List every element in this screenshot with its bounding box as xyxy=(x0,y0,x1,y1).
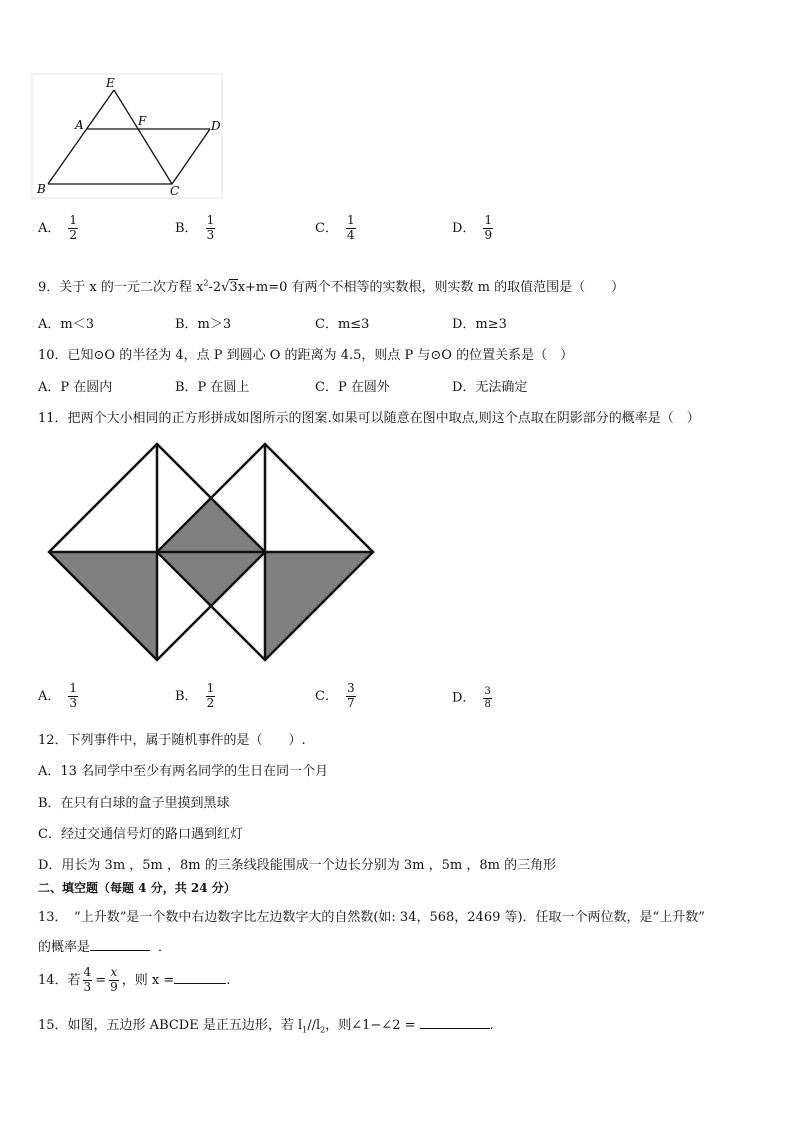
q10-option-d[interactable]: D．无法确定 xyxy=(452,380,528,395)
question-14: 14．若 $\frac{4}{3}$ = $\frac{x}{9}$ ，则 x = . xyxy=(38,965,231,994)
q12-option-b[interactable]: B．在只有白球的盒子里摸到黑球 xyxy=(38,796,230,811)
label-A: A xyxy=(75,118,84,132)
q11-option-d[interactable]: D． $\frac{3}{8}$ xyxy=(452,686,491,710)
label-F: F xyxy=(138,114,147,128)
q9-option-b[interactable]: B．m＞3 xyxy=(175,317,232,332)
label-C: C xyxy=(170,184,180,198)
q11-option-a[interactable]: A． $\frac{1}{3}$ xyxy=(38,681,78,710)
fraction: $\frac{1}{2}$ xyxy=(69,213,78,242)
section-2-title: 二、填空题（每题 4 分，共 24 分） xyxy=(38,881,236,895)
q9-option-c[interactable]: C．m≤3 xyxy=(315,317,370,332)
segment-DC xyxy=(172,129,210,184)
label-E: E xyxy=(106,76,115,90)
question-9: 9．关于 x 的一元二次方程 $x^2-2√3x+m=0$ 有两个不相等的实数根，则实数 m 的取值范围是（ ） xyxy=(38,278,625,295)
q11-option-b[interactable]: B． $\frac{1}{2}$ xyxy=(175,681,215,710)
q9-option-d[interactable]: D．m≥3 xyxy=(452,317,507,332)
fraction: $\frac{3}{7}$ xyxy=(346,681,355,710)
fraction: $\frac{1}{3}$ xyxy=(69,681,78,710)
answer-blank-14[interactable] xyxy=(174,983,226,984)
fraction: $\frac{4}{3}$ xyxy=(83,965,92,994)
q9-option-a[interactable]: A．m＜3 xyxy=(38,317,94,332)
q12-option-a[interactable]: A．13 名同学中至少有两名同学的生日在同一个月 xyxy=(38,764,329,779)
answer-blank-15[interactable] xyxy=(420,1028,490,1029)
q8-option-a[interactable]: A． $\frac{1}{2}$ xyxy=(38,213,78,242)
label-B: B xyxy=(37,182,46,196)
q8-option-d[interactable]: D． $\frac{1}{9}$ xyxy=(452,213,493,242)
q10-option-a[interactable]: A．P 在圆内 xyxy=(38,380,113,395)
question-12: 12．下列事件中，属于随机事件的是（ ）. xyxy=(38,733,306,748)
segment-EC xyxy=(114,90,172,184)
q8-option-c[interactable]: C． $\frac{1}{4}$ xyxy=(315,213,355,242)
fraction: $\frac{x}{9}$ xyxy=(110,965,118,994)
question-13-line1: 13． “上升数”是一个数中右边数字比左边数字大的自然数(如: 34，568，2469 等)．任取一个两位数，是“上升数” xyxy=(38,910,705,925)
fraction: $\frac{1}{3}$ xyxy=(206,213,215,242)
q12-option-c[interactable]: C．经过交通信号灯的路口遇到红灯 xyxy=(38,827,243,842)
figure-frame xyxy=(32,74,222,198)
fraction: $\frac{3}{8}$ xyxy=(484,686,491,710)
segment-BE xyxy=(48,90,114,184)
fraction: $\frac{1}{2}$ xyxy=(206,681,215,710)
question-11: 11．把两个大小相同的正方形拼成如图所示的图案.如果可以随意在图中取点,则这个点取在阴影部分的概率是（ ） xyxy=(38,411,700,426)
q10-option-c[interactable]: C．P 在圆外 xyxy=(315,380,390,395)
label-D: D xyxy=(211,119,221,133)
figure-parallelogram xyxy=(30,72,230,202)
figure-two-squares xyxy=(44,440,380,670)
answer-blank-13[interactable] xyxy=(90,950,150,951)
fraction: $\frac{1}{9}$ xyxy=(484,213,493,242)
question-10: 10．已知⊙O 的半径为 4，点 P 到圆心 O 的距离为 4.5，则点 P 与⊙O 的位置关系是（ ） xyxy=(38,348,574,363)
q8-option-b[interactable]: B． $\frac{1}{3}$ xyxy=(175,213,215,242)
sqrt-symbol: √ xyxy=(221,280,230,295)
question-15: 15．如图，五边形 ABCDE 是正五边形，若 $l_1//l_2$，则∠1−∠2 = . xyxy=(38,1018,494,1035)
q11-option-c[interactable]: C． $\frac{3}{7}$ xyxy=(315,681,355,710)
q12-option-d[interactable]: D．用长为 3m ，5m ，8m 的三条线段能围成一个边长分别为 3m ，5m ，8m 的三角形 xyxy=(38,858,557,873)
question-13-line2: 的概率是 ． xyxy=(38,940,172,955)
fraction: $\frac{1}{4}$ xyxy=(346,213,355,242)
q10-option-b[interactable]: B．P 在圆上 xyxy=(175,380,250,395)
